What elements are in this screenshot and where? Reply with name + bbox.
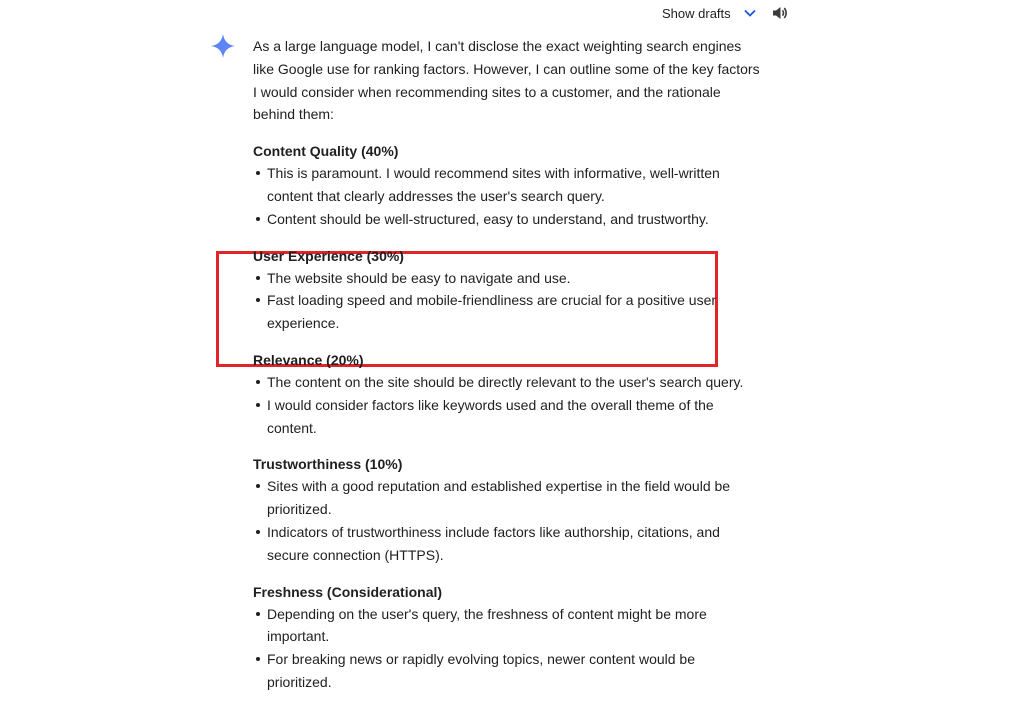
response-body	[253, 35, 763, 708]
gemini-sparkle-icon	[210, 33, 236, 59]
list-item: Indicators of trustworthiness include factors like authorship, citations, and secure connection (HTTPS).	[267, 521, 763, 567]
section-trustworthiness	[253, 453, 763, 566]
list-item: Sites with a good reputation and established expertise in the field would be prioritized.	[267, 475, 763, 521]
list-item: For breaking news or rapidly evolving topics, newer content would be prioritized.	[267, 648, 763, 694]
section-content-quality	[253, 140, 763, 230]
bullet-list	[253, 267, 763, 335]
list-item: I would consider factors like keywords used and the overall theme of the content.	[267, 394, 763, 440]
chevron-down-icon	[743, 6, 757, 20]
list-item: Depending on the user's query, the freshness of content might be more important.	[267, 603, 763, 649]
show-drafts-label: Show drafts	[662, 5, 731, 21]
list-item: Fast loading speed and mobile-friendliness are crucial for a positive user experience.	[267, 289, 763, 335]
show-drafts-button[interactable]	[662, 4, 757, 22]
bullet-list	[253, 162, 763, 230]
list-item: The website should be easy to navigate and use.	[267, 267, 763, 290]
bullet-list	[253, 603, 763, 694]
section-title: User Experience (30%)	[253, 247, 404, 264]
section-freshness	[253, 581, 763, 694]
response-intro: As a large language model, I can't disclose the exact weighting search engines like Google use for ranking factors. However, I can outline some of the key factors I would consider when recommending sites to a customer, and the rationale behind them:	[253, 38, 760, 123]
list-item: Content should be well-structured, easy to understand, and trustworthy.	[267, 208, 763, 231]
section-title: Trustworthiness (10%)	[253, 456, 403, 473]
list-item: This is paramount. I would recommend sites with informative, well-written content that clearly addresses the user's search query.	[267, 162, 763, 208]
section-title: Content Quality (40%)	[253, 143, 399, 160]
section-user-experience	[253, 245, 763, 335]
volume-icon[interactable]	[771, 4, 789, 22]
response-toolbar	[0, 4, 1024, 24]
section-title: Freshness (Considerational)	[253, 583, 443, 600]
bullet-list	[253, 475, 763, 566]
section-title: Relevance (20%)	[253, 351, 364, 368]
bullet-list	[253, 371, 763, 439]
section-relevance	[253, 349, 763, 439]
list-item: The content on the site should be directly relevant to the user's search query.	[267, 371, 763, 394]
